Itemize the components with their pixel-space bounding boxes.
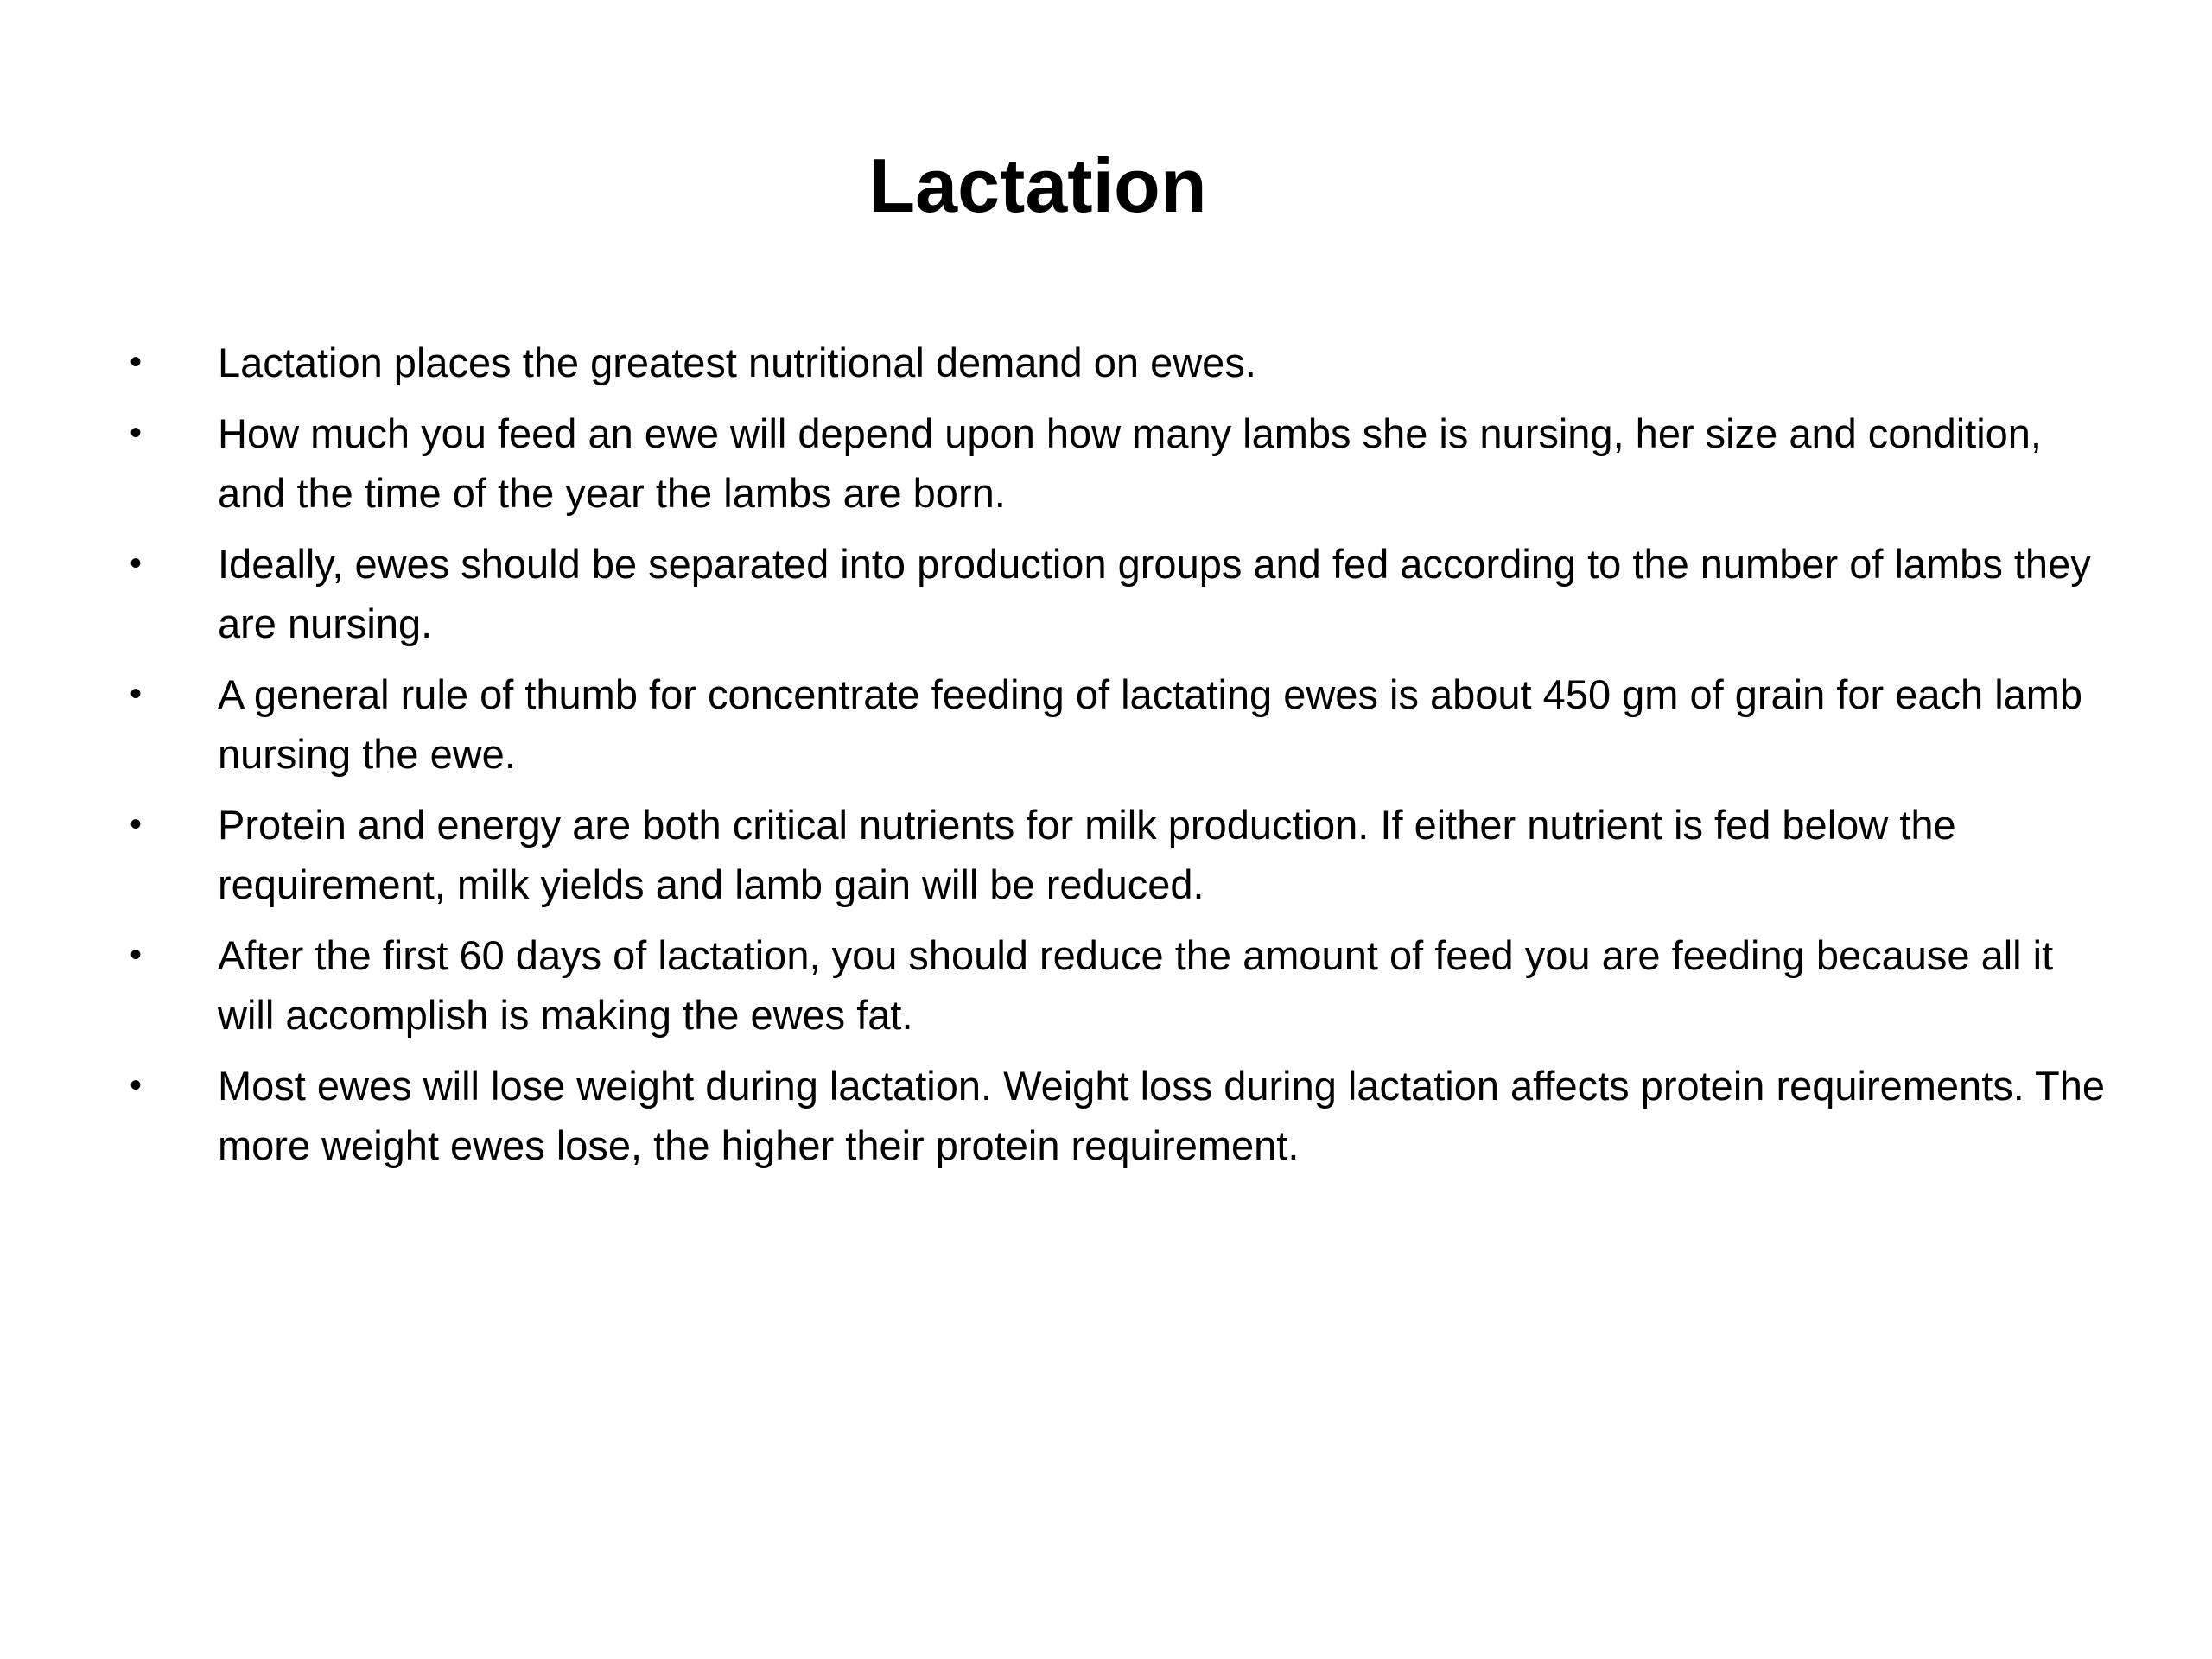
bullet-item [130,534,2108,653]
bullet-item [130,404,2108,523]
bullet-text: How much you feed an ewe will depend upon how many lambs she is nursing, her size and condition, and the time of the year the lambs are born. [218,410,2042,516]
bullet-icon: • [130,544,143,582]
bullet-text: Lactation places the greatest nutritional demand on ewes. [218,340,1256,385]
bullet-text: Ideally, ewes should be separated into production groups and fed according to the number of lambs they are nursing. [218,541,2091,646]
bullet-item [130,333,2108,392]
bullet-text: Protein and energy are both critical nutrients for milk production. If either nutrient is fed below the requirement, milk yields and lamb gain will be reduced. [218,802,1956,907]
bullet-item [130,1056,2108,1175]
bullet-icon: • [130,675,143,713]
bullet-item [130,925,2108,1045]
bullet-item [130,664,2108,784]
bullet-icon: • [130,936,143,974]
bullet-icon: • [130,414,143,452]
bullet-icon: • [130,343,143,381]
bullet-icon: • [130,805,143,843]
bullet-item [130,795,2108,914]
bullet-text: A general rule of thumb for concentrate feeding of lactating ewes is about 450 gm of grain for each lamb nursing the ewe. [218,671,2083,777]
bullet-icon: • [130,1066,143,1104]
bullet-text: Most ewes will lose weight during lactation. Weight loss during lactation affects protein requirements. The more weight ewes lose, the higher their protein requirement. [218,1063,2106,1168]
bullet-text: After the first 60 days of lactation, you should reduce the amount of feed you are feeding because all it will accomplish is making the ewes fat. [218,932,2054,1038]
bullet-list [130,333,2108,1186]
slide-title: Lactation [868,143,1207,228]
